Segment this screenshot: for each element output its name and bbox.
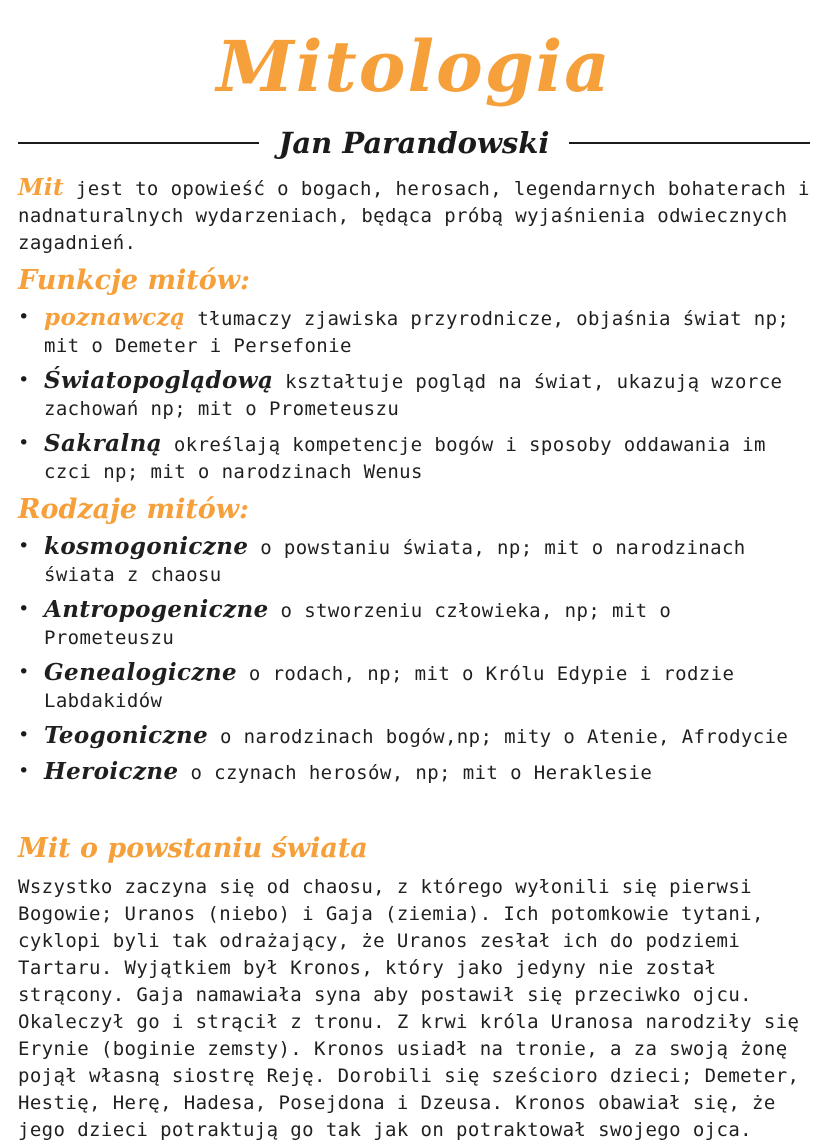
item-lead-word: Sakralną <box>44 429 163 457</box>
page-title: Mitologia <box>216 25 612 108</box>
list-item-body <box>44 722 810 751</box>
author-name: Jan Parandowski <box>278 125 550 160</box>
item-text: o narodzinach bogów,np; mity o Atenie, Afrodycie <box>220 725 789 748</box>
item-text: kształtuje pogląd na świat, ukazują wzorce zachowań np; mit o Prometeuszu <box>44 370 783 420</box>
list-item <box>18 430 810 486</box>
intro-paragraph <box>18 174 810 257</box>
intro-text: jest to opowieść o bogach, herosach, legendarnych bohaterach i nadnaturalnych wydarzeniach, będąca próbą wyjaśnienia odwiecznych zagadnień. <box>18 177 810 254</box>
divider-line-right <box>569 142 810 144</box>
item-text: określają kompetencje bogów i sposoby oddawania im czci np; mit o narodzinach Wenus <box>44 433 766 483</box>
list-item-body <box>44 533 810 589</box>
list-item-body <box>44 430 810 486</box>
item-lead-word: poznawczą <box>44 303 186 331</box>
list-item-body <box>44 367 810 423</box>
bullet-icon: • <box>18 305 30 328</box>
list-item-body <box>44 758 810 787</box>
list-item <box>18 722 810 751</box>
list-item-body <box>44 596 810 652</box>
bullet-icon: • <box>18 368 30 391</box>
item-lead-word: Genealogiczne <box>44 658 238 686</box>
item-text: tłumaczy zjawiska przyrodnicze, objaśnia świat np; mit o Demeter i Persefonie <box>44 307 790 357</box>
bullet-icon: • <box>18 597 30 620</box>
item-text: o rodach, np; mit o Królu Edypie i rodzie Labdakidów <box>44 662 735 712</box>
item-text: o powstaniu świata, np; mit o narodzinach świata z chaosu <box>44 536 746 586</box>
creation-heading: Mit o powstaniu świata <box>18 832 368 864</box>
list-item <box>18 367 810 423</box>
item-lead-word: Światopoglądową <box>44 366 274 394</box>
list-item <box>18 596 810 652</box>
author-divider <box>18 126 810 160</box>
list-item-body <box>44 304 810 360</box>
types-heading: Rodzaje mitów: <box>18 493 250 525</box>
bullet-icon: • <box>18 534 30 557</box>
creation-section <box>18 833 810 1144</box>
item-text: o stworzeniu człowieka, np; mit o Prometeuszu <box>44 599 672 649</box>
bullet-icon: • <box>18 660 30 683</box>
list-item <box>18 659 810 715</box>
list-item <box>18 304 810 360</box>
bullet-icon: • <box>18 431 30 454</box>
item-text: o czynach herosów, np; mit o Heraklesie <box>190 761 653 784</box>
bullet-icon: • <box>18 759 30 782</box>
list-item <box>18 758 810 787</box>
types-list <box>18 533 810 787</box>
bullet-icon: • <box>18 723 30 746</box>
item-lead-word: Teogoniczne <box>44 721 209 749</box>
divider-line-left <box>18 142 259 144</box>
creation-paragraph: Wszystko zaczyna się od chaosu, z którego wyłonili się pierwsi Bogowie; Uranos (niebo) i Gaja (ziemia). Ich potomkowie tytani, cyklopi byli tak odrażający, że Uranos zesłał ich do podziemi Tartaru. Wyjątkiem był Kronos, który jako jedyny nie został strącony. Gaja namawiała syna aby postawił się przeciwko ojcu. Okaleczył go i strącił z tronu. Z krwi króla Uranosa narodziły się Erynie (boginie zemsty). Kronos usiadł na tronie, a za swoją żonę pojął własną siostrę Reję. Dorobili się sześcioro dzieci; Demeter, Hestię, Herę, Hadesa, Posejdona i Dzeusa. Kronos obawiał się, że jego dzieci potraktują go tak jak on potraktował swojego ojca. <box>18 875 800 1141</box>
intro-lead-word: Mit <box>18 173 65 201</box>
item-lead-word: Heroiczne <box>44 757 179 785</box>
item-lead-word: kosmogoniczne <box>44 532 249 560</box>
functions-heading: Funkcje mitów: <box>18 264 250 296</box>
item-lead-word: Antropogeniczne <box>44 595 269 623</box>
list-item <box>18 533 810 589</box>
list-item-body <box>44 659 810 715</box>
functions-list <box>18 304 810 486</box>
